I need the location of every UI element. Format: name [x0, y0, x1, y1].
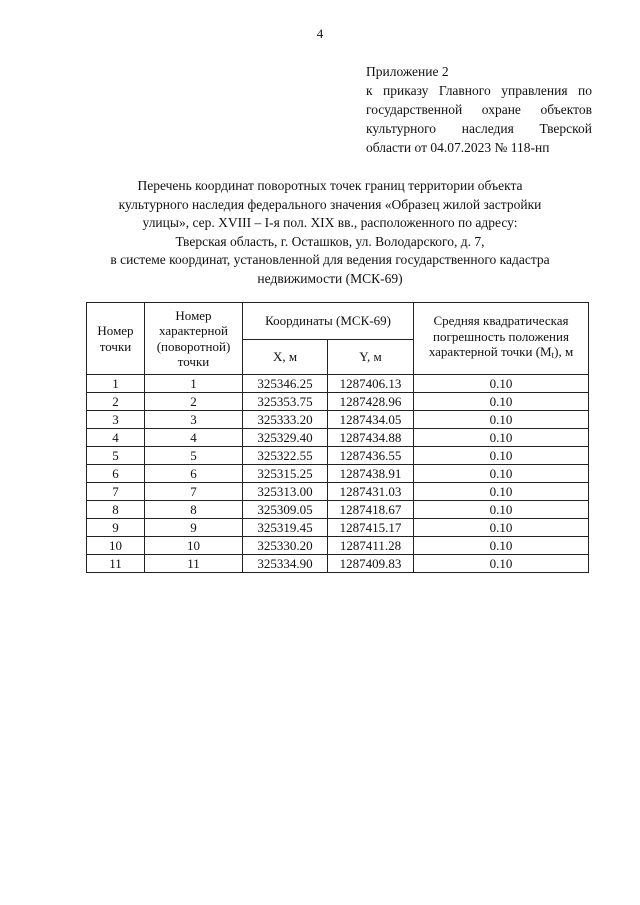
cell-characteristic-point: 5: [145, 447, 243, 465]
table-row: [87, 447, 589, 465]
cell-x: 325309.05: [243, 501, 328, 519]
header-error-text: Средняя квадратическая погрешность положения характерной точки (M: [428, 313, 569, 360]
header-y: Y, м: [328, 340, 414, 375]
cell-error: 0.10: [414, 501, 589, 519]
title-line: в системе координат, установленной для ведения государственного кадастра: [110, 252, 550, 268]
cell-point-number: 8: [87, 501, 145, 519]
cell-characteristic-point: 1: [145, 375, 243, 393]
cell-error: 0.10: [414, 465, 589, 483]
cell-y: 1287409.83: [328, 555, 414, 573]
cell-characteristic-point: 7: [145, 483, 243, 501]
title-line: Тверская область, г. Осташков, ул. Володарского, д. 7,: [175, 233, 485, 249]
cell-y: 1287418.67: [328, 501, 414, 519]
cell-error: 0.10: [414, 447, 589, 465]
header-error-tail: ), м: [554, 344, 574, 360]
appendix-line: государственной охране объектов: [366, 102, 592, 117]
cell-error: 0.10: [414, 555, 589, 573]
cell-point-number: 11: [87, 555, 145, 573]
cell-point-number: 10: [87, 537, 145, 555]
appendix-line: культурного наследия Тверской: [366, 121, 592, 136]
cell-point-number: 3: [87, 411, 145, 429]
cell-x: 325319.45: [243, 519, 328, 537]
table-row: [87, 411, 589, 429]
cell-characteristic-point: 10: [145, 537, 243, 555]
table-row: [87, 537, 589, 555]
document-title: [60, 177, 600, 289]
cell-x: 325330.20: [243, 537, 328, 555]
cell-error: 0.10: [414, 393, 589, 411]
cell-y: 1287428.96: [328, 393, 414, 411]
cell-point-number: 2: [87, 393, 145, 411]
cell-characteristic-point: 2: [145, 393, 243, 411]
cell-x: 325315.25: [243, 465, 328, 483]
header-coordinates: Координаты (МСК-69): [243, 303, 414, 340]
cell-y: 1287436.55: [328, 447, 414, 465]
table-body: [87, 375, 589, 573]
cell-x: 325353.75: [243, 393, 328, 411]
table-row: [87, 465, 589, 483]
cell-x: 325334.90: [243, 555, 328, 573]
cell-error: 0.10: [414, 519, 589, 537]
cell-characteristic-point: 8: [145, 501, 243, 519]
cell-point-number: 7: [87, 483, 145, 501]
cell-y: 1287411.28: [328, 537, 414, 555]
header-error-subscript: t: [551, 350, 555, 361]
cell-x: 325313.00: [243, 483, 328, 501]
table-row: [87, 393, 589, 411]
title-line: Перечень координат поворотных точек границ территории объекта: [137, 178, 523, 193]
cell-error: 0.10: [414, 375, 589, 393]
cell-characteristic-point: 9: [145, 519, 243, 537]
cell-error: 0.10: [414, 429, 589, 447]
cell-characteristic-point: 6: [145, 465, 243, 483]
header-x: X, м: [243, 340, 328, 375]
coordinates-table: [86, 302, 589, 573]
cell-y: 1287438.91: [328, 465, 414, 483]
cell-point-number: 5: [87, 447, 145, 465]
cell-x: 325333.20: [243, 411, 328, 429]
cell-y: 1287434.88: [328, 429, 414, 447]
page-number: 4: [316, 26, 324, 41]
cell-error: 0.10: [414, 411, 589, 429]
cell-characteristic-point: 4: [145, 429, 243, 447]
cell-characteristic-point: 11: [145, 555, 243, 573]
title-line: улицы», сер. XVIII – I-я пол. XIX вв., расположенного по адресу:: [142, 215, 518, 231]
header-point-number: Номер точки: [87, 303, 145, 375]
cell-characteristic-point: 3: [145, 411, 243, 429]
table-row: [87, 555, 589, 573]
appendix-block: [366, 62, 592, 157]
cell-point-number: 6: [87, 465, 145, 483]
table-row: [87, 483, 589, 501]
header-characteristic-point-number: Номер характерной (поворотной) точки: [145, 303, 243, 375]
table-row: [87, 501, 589, 519]
title-line: недвижимости (МСК-69): [257, 270, 403, 286]
cell-point-number: 9: [87, 519, 145, 537]
header-mean-square-error: [414, 303, 589, 375]
cell-y: 1287415.17: [328, 519, 414, 537]
appendix-line: области от 04.07.2023 № 118-нп: [366, 140, 550, 155]
cell-x: 325322.55: [243, 447, 328, 465]
appendix-line: к приказу Главного управления по: [366, 83, 592, 98]
cell-x: 325329.40: [243, 429, 328, 447]
table-row: [87, 429, 589, 447]
cell-error: 0.10: [414, 483, 589, 501]
title-line: культурного наследия федерального значения «Образец жилой застройки: [118, 196, 542, 212]
cell-y: 1287406.13: [328, 375, 414, 393]
table-row: [87, 375, 589, 393]
table-row: [87, 519, 589, 537]
cell-y: 1287434.05: [328, 411, 414, 429]
cell-point-number: 4: [87, 429, 145, 447]
appendix-line: Приложение 2: [366, 64, 449, 79]
cell-x: 325346.25: [243, 375, 328, 393]
cell-point-number: 1: [87, 375, 145, 393]
cell-y: 1287431.03: [328, 483, 414, 501]
cell-error: 0.10: [414, 537, 589, 555]
